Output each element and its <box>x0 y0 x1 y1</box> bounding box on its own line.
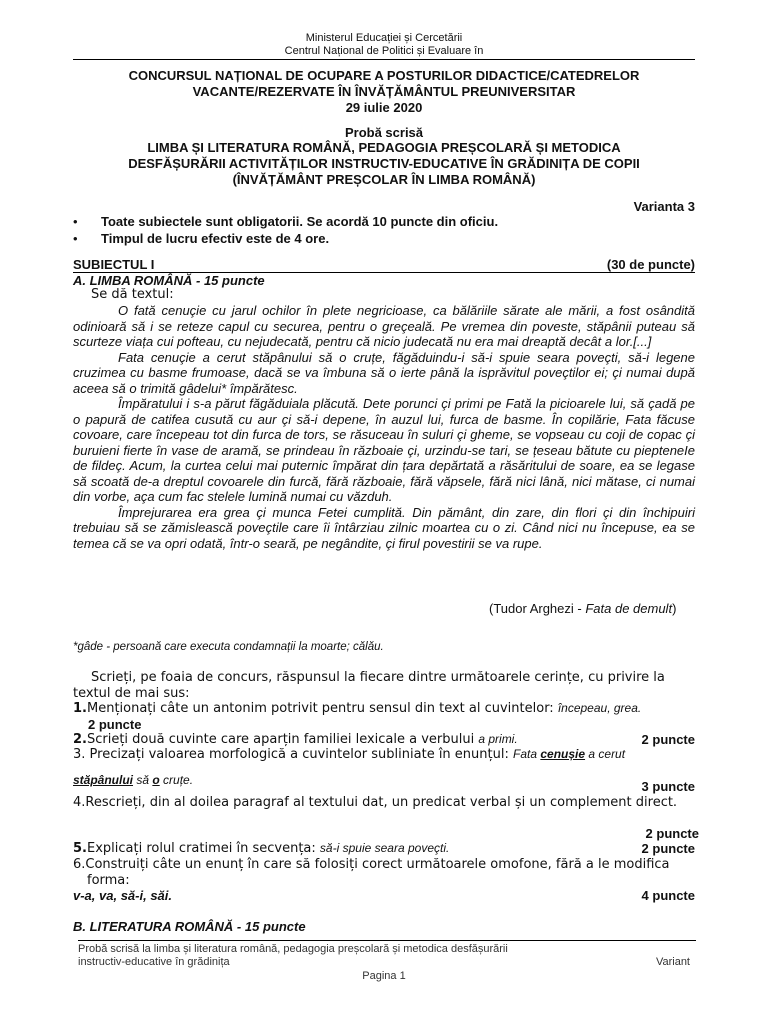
subject-heading <box>73 257 695 273</box>
bullet-icon: • <box>73 231 78 246</box>
subject-label: SUBIECTUL I <box>73 257 155 272</box>
task-words: a primi. <box>478 732 518 746</box>
task-words: să <box>133 772 153 787</box>
task-text: Rescrieți, din al doilea paragraf al textului dat, un predicat verbal și un complement direct. <box>85 795 678 810</box>
task-words: cruțe. <box>159 772 194 787</box>
task-number: 6. <box>73 857 86 872</box>
passage-paragraph: Împăratului i s-a părut făgăduiala plăcută. Dete porunci çi primi pe Fată la picioarele lui, să çadă pe o papură de catifea cusută cu aur çi să-i depene, în auzul lui, furca de basme. În copilărie, Fata făcuse covoare, care începeau tot din furca de tors, se răsuceau în suluri çi gheme, se vopseau cu coji de copac çi buruieni fierte în vase de aramă, se prindeau în războaie çi, urzindu-se tari, se țeseau bătute cu piepteneIe de fildeç. Acum, la curtea celui mai puternic împărat din țara depărtată a răsăritului de soare, ea se legase să scoată de-a dreptul covoarele din furcă, fără războaie, fără văpsele, fără nici lână, nici mătase, ci numai din vorbe, aça cum fac stelele lumină numai cu văzduh. <box>73 396 695 504</box>
underlined-word: cenușie <box>540 747 586 761</box>
rule-text-2: Timpul de lucru efectiv este de 4 ore. <box>101 231 330 246</box>
discipline-1: LIMBA ȘI LITERATURA ROMÂNĂ, PEDAGOGIA PREȘCOLARĂ ȘI METODICA <box>147 140 621 155</box>
attribution-author: (Tudor Arghezi - <box>489 601 586 616</box>
contest-title-2: VACANTE/REZERVATE ÎN ÎNVĂȚĂMÂNTUL PREUNIVERSITAR <box>192 84 576 99</box>
task-2 <box>73 732 699 748</box>
section-b-heading: B. LITERATURA ROMÂNĂ - 15 puncte <box>73 919 306 934</box>
discipline-3: (ÎNVĂȚĂMÂNT PREȘCOLAR ÎN LIMBA ROMÂNĂ) <box>232 172 536 187</box>
ministry-name: Ministerul Educației și Cercetării <box>305 32 463 44</box>
section-a-intro: Se dă textul: <box>91 287 174 302</box>
footer-text-2: instructiv-educative în grădinița <box>78 956 230 968</box>
task-points: 2 puncte <box>88 716 142 732</box>
attribution-close: ) <box>672 601 677 616</box>
task-text: Explicați rolul cratimei în secvența: <box>86 841 320 856</box>
center-name: Centrul Național de Politici și Evaluare în <box>284 45 484 57</box>
task-points: 2 puncte <box>641 732 695 747</box>
footer-text-1: Probă scrisă la limba și literatura română, pedagogia preșcolară și metodica desfășurării <box>78 943 508 955</box>
task-6-words-row <box>73 888 699 905</box>
task-text: Scrieți două cuvinte care aparțin familiei lexicale a verbului <box>86 732 479 747</box>
literary-passage <box>73 303 695 551</box>
task-text: Construiți câte un enunț în care să folosiți corect următoarele omofone, fără a le modifica forma: <box>85 857 670 888</box>
task-6 <box>73 857 699 888</box>
page-footer <box>78 940 696 968</box>
passage-paragraph: O fată cenuçie cu jarul ochilor în plete negricioase, ca bălăriile sărate ale mării, a fost osândită odinioară să i se reteze capul cu securea, pentru o greçeală. Pe vremea din poveste, stăpânii puteau să scurteze viața cui pofteau, cu nejudecată, pentru că nicio judecată nu era mai dreaptă decât a lor.[...] <box>73 303 695 349</box>
task-number: 3. <box>73 747 86 762</box>
task-3 <box>73 747 699 794</box>
task-words: a cerut <box>585 747 626 761</box>
variant-label: Varianta 3 <box>633 199 695 214</box>
task-words: să-i spuie seara poveçti. <box>319 841 450 855</box>
exam-date: 29 iulie 2020 <box>345 100 423 115</box>
task-words: începeau, grea. <box>557 701 642 715</box>
task-points: 3 puncte <box>641 779 695 794</box>
page-number: Pagina 1 <box>362 970 406 982</box>
passage-paragraph: Împrejurarea era grea çi munca Fetei cumplită. Din pământ, din zare, din flori çi din închipuiri trebuiau să se zămislească poveçtile care îi întârziau zilnic moartea cu o zi. Când nici nu începuse, ea se temea că se va opri odată, într-o seară, pe negândite, çi firul povestirii se va rupe. <box>73 504 695 551</box>
task-number: 1. <box>73 701 87 716</box>
exam-type: Probă scrisă <box>344 125 424 140</box>
attribution-work: Fata de demult <box>585 601 673 616</box>
underlined-word: o <box>152 772 160 787</box>
task-5 <box>73 841 699 857</box>
glossary-note: *gâde - persoană care executa condamnații la moarte; călău. <box>73 641 384 653</box>
rule-text-1: Toate subiectele sunt obligatorii. Se acordă 10 puncte din oficiu. <box>101 214 499 229</box>
task-text: Menționați câte un antonim potrivit pentru sensul din text al cuvintelor: <box>86 701 558 716</box>
passage-paragraph: Fata cenuçie a cerut stăpânului să o cruțe, făgăduindu-i să-i spuie seara poveçti, să-i legene cruzimea cu basme frumoase, dacă se va îmbuna să o ierte până la isprăvitul poveçtilor ei; çi numai după aceea să o trimită gâdelui* împărătesc. <box>73 349 695 396</box>
homophones-list: v-a, va, să-i, săi. <box>73 888 173 903</box>
task-points: 2 puncte <box>645 826 699 841</box>
task-number: 4. <box>73 795 86 810</box>
task-number: 2. <box>73 732 87 747</box>
task-words: Fata <box>512 747 541 761</box>
subject-points: (30 de puncte) <box>606 257 695 272</box>
rule-bullet-2 <box>73 231 329 247</box>
footer-variant: Variant <box>655 956 690 968</box>
contest-title-1: CONCURSUL NAȚIONAL DE OCUPARE A POSTURILOR DIDACTICE/CATEDRELOR <box>128 68 640 83</box>
header-divider <box>73 59 695 60</box>
task-1 <box>73 701 699 732</box>
bullet-icon: • <box>73 214 78 229</box>
underlined-word: stăpânului <box>73 772 134 787</box>
task-points: 4 puncte <box>641 888 695 903</box>
task-points: 2 puncte <box>641 841 695 856</box>
task-number: 5. <box>73 841 87 856</box>
rule-bullet-1 <box>73 214 498 230</box>
section-a-heading: A. LIMBA ROMÂNĂ - 15 puncte <box>73 273 265 288</box>
passage-attribution <box>489 601 699 616</box>
discipline-2: DESFĂȘURĂRII ACTIVITĂȚILOR INSTRUCTIV-EDUCATIVE ÎN GRĂDINIȚA DE COPII <box>128 156 640 171</box>
task-4 <box>73 795 699 811</box>
task-instruction: Scrieți, pe foaia de concurs, răspunsul la fiecare dintre următoarele cerințe, cu privire la textul de mai sus: <box>73 670 665 701</box>
task-text: Precizați valoarea morfologică a cuvintelor subliniate în enunțul: <box>89 747 513 762</box>
